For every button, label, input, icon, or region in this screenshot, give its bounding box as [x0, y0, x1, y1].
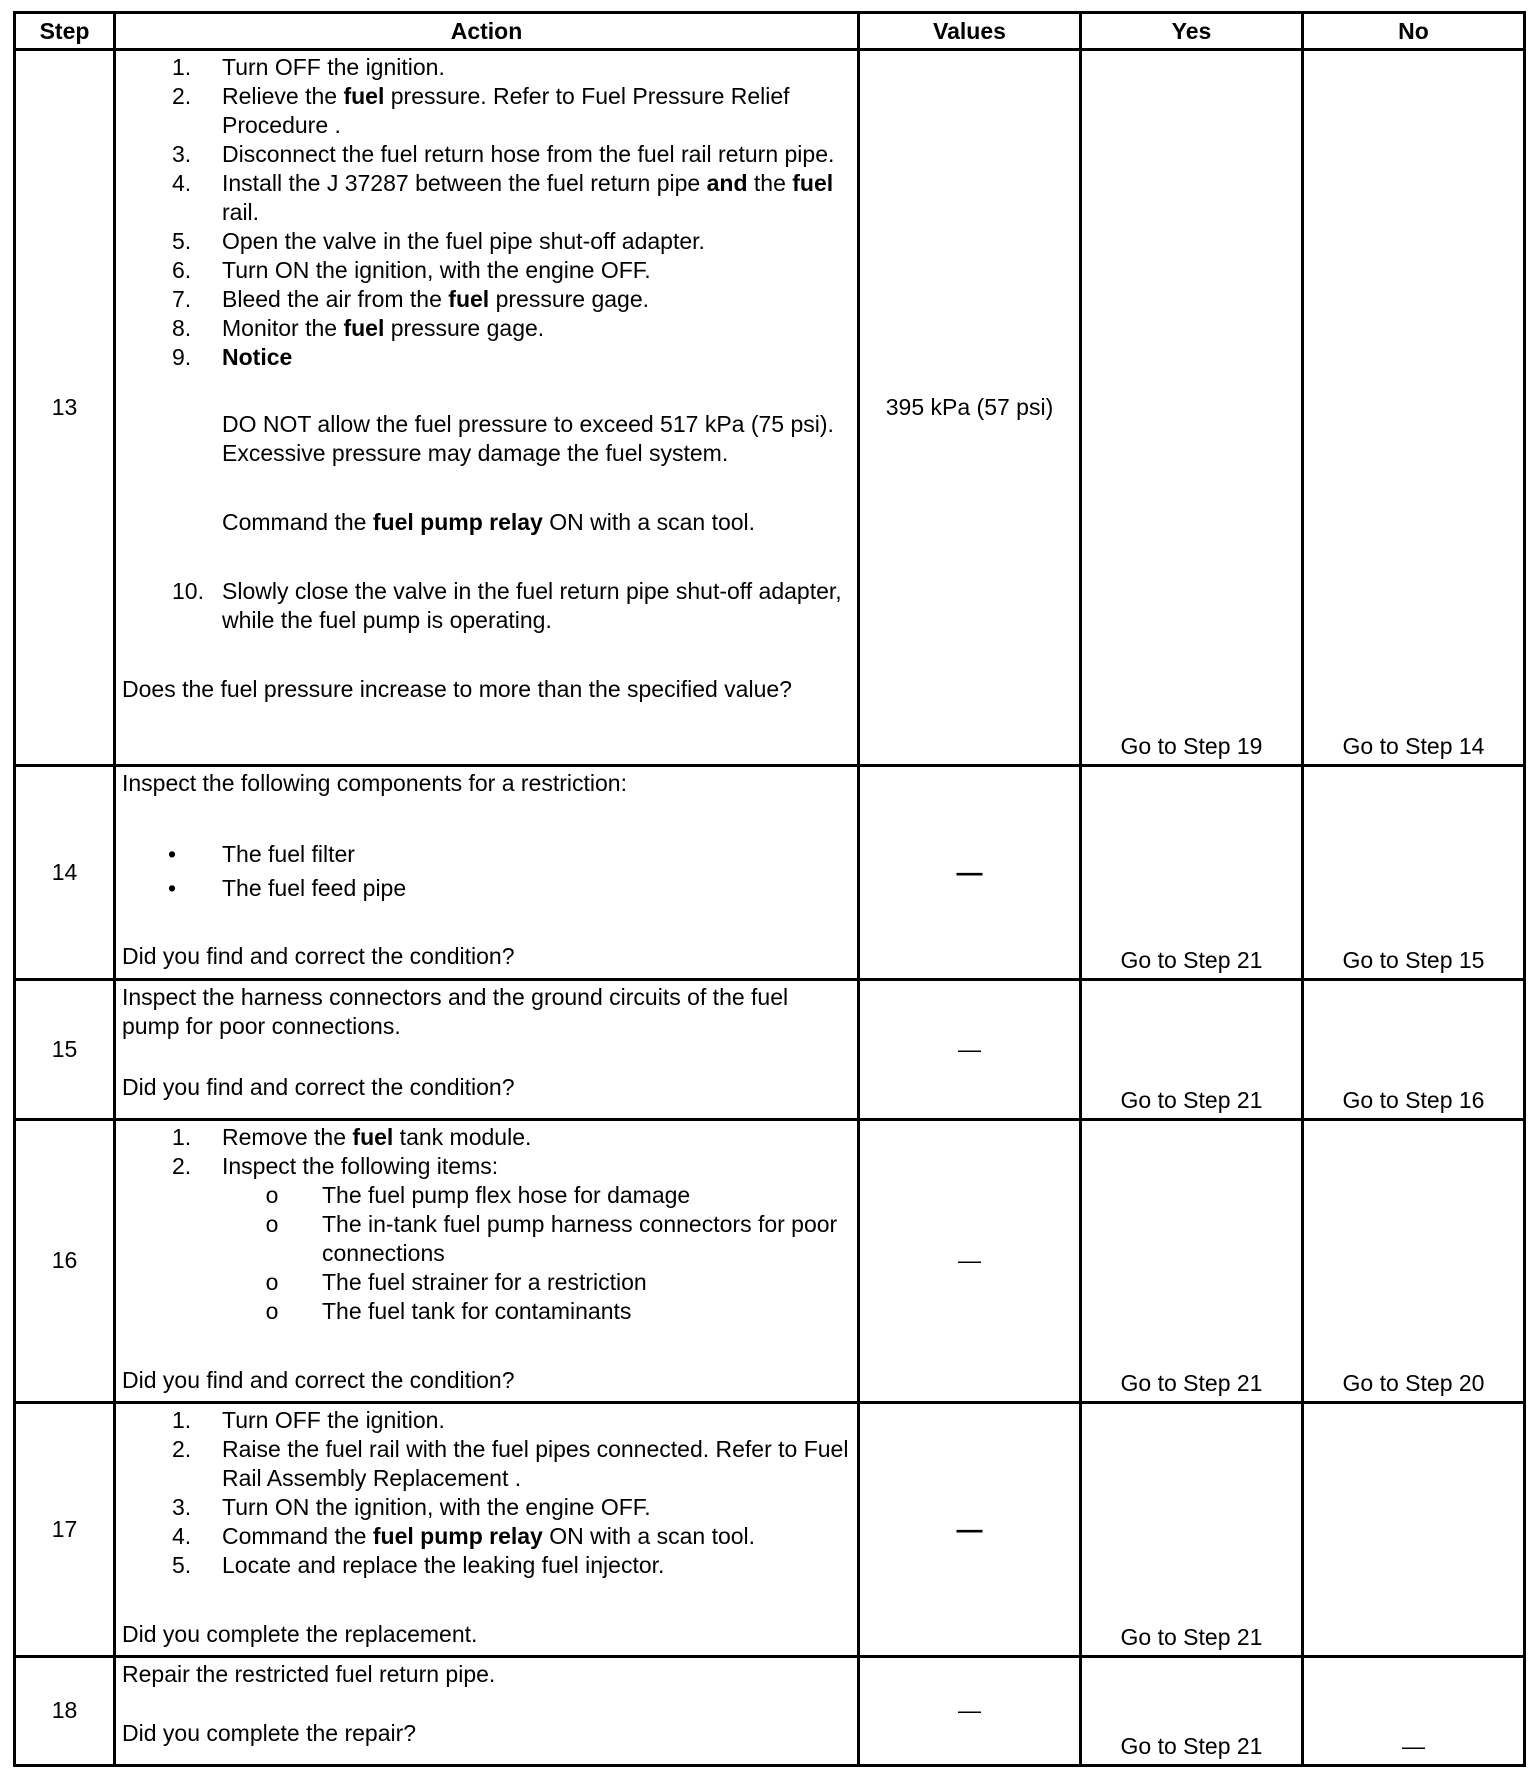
step-question: Did you complete the replacement. — [122, 1621, 478, 1647]
list-item: o The fuel strainer for a restriction — [265, 1269, 647, 1295]
step-question: Did you complete the repair? — [122, 1720, 417, 1746]
table-row — [15, 1403, 1525, 1657]
step-list — [122, 1406, 851, 1580]
header-yes: Yes — [1081, 13, 1303, 50]
step-number: 16 — [15, 1120, 115, 1403]
step-intro: Inspect the harness connectors and the ground circuits of the fuel pump for poor connections. — [122, 984, 789, 1039]
list-item: 3. Turn ON the ignition, with the engine OFF. — [172, 1494, 651, 1520]
notice-heading: Notice — [222, 344, 293, 370]
action-cell — [115, 50, 859, 766]
step-number: 18 — [15, 1657, 115, 1766]
values-cell: — — [859, 1120, 1081, 1403]
bullet-list — [122, 840, 851, 903]
list-item: 2. Inspect the following items: o The fuel pump flex hose for damage o The in-tank fuel pump harness connectors for poor connections o The fuel strainer for a restriction o The fuel tank for contaminants — [122, 1152, 851, 1326]
list-item: 10. Slowly close the valve in the fuel return pipe shut-off adapter, while the fuel pump is operating. — [172, 578, 842, 633]
list-item: o The fuel pump flex hose for damage — [265, 1182, 691, 1208]
step-question: Did you find and correct the condition? — [122, 943, 515, 969]
list-item: • The fuel feed pipe — [167, 875, 407, 901]
list-item: 5. Locate and replace the leaking fuel injector. — [172, 1552, 665, 1578]
values-cell: — — [859, 980, 1081, 1120]
header-values: Values — [859, 13, 1081, 50]
list-item: Command the fuel pump relay ON with a scan tool. — [222, 509, 756, 535]
table-row — [15, 1120, 1525, 1403]
step-number: 17 — [15, 1403, 115, 1657]
values-cell: 395 kPa (57 psi) — [859, 50, 1081, 766]
action-cell — [115, 1403, 859, 1657]
list-item: 2. Raise the fuel rail with the fuel pipes connected. Refer to Fuel Rail Assembly Replacement . — [172, 1436, 849, 1491]
table-row — [15, 1657, 1525, 1766]
no-cell: Go to Step 14 — [1303, 50, 1525, 766]
list-item — [122, 410, 851, 468]
list-item: o The in-tank fuel pump harness connectors for poor connections — [265, 1211, 838, 1266]
step-question: Did you find and correct the condition? — [122, 1074, 515, 1100]
list-item: 8. Monitor the fuel pressure gage. — [172, 315, 545, 341]
diagnostic-table — [13, 11, 1526, 1767]
values-cell: — — [859, 1657, 1081, 1766]
list-item: 5. Open the valve in the fuel pipe shut-off adapter. — [172, 228, 705, 254]
values-cell: — — [859, 1403, 1081, 1657]
table-row — [15, 980, 1525, 1120]
header-no: No — [1303, 13, 1525, 50]
list-item: 6. Turn ON the ignition, with the engine OFF. — [172, 257, 651, 283]
yes-cell: Go to Step 21 — [1081, 1403, 1303, 1657]
step-question: Does the fuel pressure increase to more than the specified value? — [122, 676, 792, 702]
action-cell — [115, 980, 859, 1120]
list-item: o The fuel tank for contaminants — [265, 1298, 632, 1324]
yes-cell: Go to Step 21 — [1081, 980, 1303, 1120]
step-question: Did you find and correct the condition? — [122, 1367, 515, 1393]
list-item: 2. Relieve the fuel pressure. Refer to Fuel Pressure Relief Procedure . — [172, 83, 790, 138]
list-item: 4. Install the J 37287 between the fuel return pipe and the fuel rail. — [172, 170, 834, 225]
step-intro: Repair the restricted fuel return pipe. — [122, 1661, 496, 1687]
action-cell — [115, 766, 859, 980]
sub-list — [222, 1181, 851, 1326]
table-row — [15, 766, 1525, 980]
yes-cell: Go to Step 19 — [1081, 50, 1303, 766]
header-step: Step — [15, 13, 115, 50]
list-item: • The fuel filter — [167, 841, 355, 867]
no-cell: — — [1303, 1657, 1525, 1766]
list-item: 1. Remove the fuel tank module. — [172, 1124, 532, 1150]
list-item: 1. Turn OFF the ignition. — [172, 54, 445, 80]
list-item: 1. Turn OFF the ignition. — [172, 1407, 445, 1433]
step-intro: Inspect the following components for a restriction: — [122, 770, 627, 796]
header-action: Action — [115, 13, 859, 50]
yes-cell: Go to Step 21 — [1081, 1120, 1303, 1403]
action-cell — [115, 1657, 859, 1766]
step-number: 14 — [15, 766, 115, 980]
step-number: 15 — [15, 980, 115, 1120]
step-list — [122, 1123, 851, 1326]
action-cell — [115, 1120, 859, 1403]
no-cell: Go to Step 20 — [1303, 1120, 1525, 1403]
values-cell: — — [859, 766, 1081, 980]
table-row — [15, 50, 1525, 766]
step-number: 13 — [15, 50, 115, 766]
no-cell: Go to Step 15 — [1303, 766, 1525, 980]
step-list — [122, 53, 851, 635]
yes-cell: Go to Step 21 — [1081, 766, 1303, 980]
list-item: 9. Notice — [122, 343, 851, 372]
list-item: 4. Command the fuel pump relay ON with a scan tool. — [172, 1523, 756, 1549]
yes-cell: Go to Step 21 — [1081, 1657, 1303, 1766]
header-row — [15, 13, 1525, 50]
list-item: 3. Disconnect the fuel return hose from the fuel rail return pipe. — [172, 141, 835, 167]
notice-text: DO NOT allow the fuel pressure to exceed 517 kPa (75 psi). Excessive pressure may damage the fuel system. — [222, 411, 834, 466]
list-item: 7. Bleed the air from the fuel pressure gage. — [172, 286, 650, 312]
no-cell: Go to Step 16 — [1303, 980, 1525, 1120]
no-cell — [1303, 1403, 1525, 1657]
